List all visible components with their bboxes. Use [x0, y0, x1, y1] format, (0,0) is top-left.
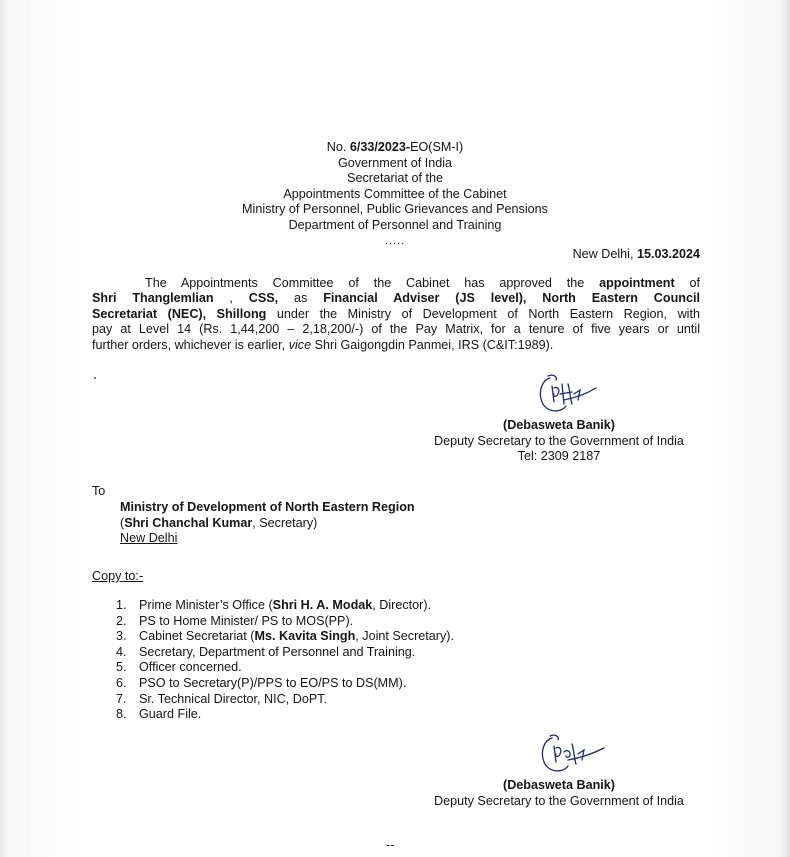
signatory-designation: Deputy Secretary to the Government of India: [434, 793, 684, 808]
order-paragraph: [92, 276, 700, 353]
signature-block-2: [418, 778, 700, 809]
signatory-name: (Debasweta Banik): [503, 778, 615, 792]
copy-to-label: Copy to:-: [92, 569, 144, 583]
paragraph-line-3: Secretariat (NEC), Shillong under the Ministry of Development of North Eastern Region, with: [92, 306, 700, 321]
signature-mark-1: [534, 370, 600, 418]
addressee-organisation: Ministry of Development of North Eastern Region: [120, 500, 415, 514]
header-secretariat: Secretariat of the: [347, 171, 443, 186]
scan-edge-right: [778, 0, 790, 857]
addressee-city: New Delhi: [120, 531, 178, 545]
signatory-name: (Debasweta Banik): [503, 418, 615, 432]
paragraph-line-1: The Appointments Committee of the Cabinet has approved the appointment of: [145, 276, 700, 290]
signature-block-1: [418, 418, 700, 465]
copy-item: 4. Secretary, Department of Personnel and Training.: [116, 644, 416, 659]
page-end-mark: --: [386, 838, 395, 852]
signatory-designation: Deputy Secretary to the Government of India: [434, 433, 684, 448]
copy-item: 8. Guard File.: [116, 707, 202, 722]
letter-date: New Delhi, 15.03.2024: [572, 247, 700, 261]
paragraph-line-2: Shri Thanglemlian , CSS, as Financial Adviser (JS level), North Eastern Council: [92, 291, 700, 306]
copy-item: 3. Cabinet Secretariat (Ms. Kavita Singh, Joint Secretary).: [116, 629, 454, 644]
scan-speck: [94, 377, 96, 379]
addressee-block: [120, 500, 415, 547]
header-department: Department of Personnel and Training: [288, 217, 502, 232]
header-separator: .....: [384, 234, 406, 247]
to-label: To: [92, 484, 106, 498]
copy-item: 7. Sr. Technical Director, NIC, DoPT.: [116, 691, 328, 706]
copy-item: 6. PSO to Secretary(P)/PPS to EO/PS to DS(MM).: [116, 675, 407, 690]
copy-to-list: [116, 598, 454, 723]
header-government: Government of India: [337, 155, 453, 170]
signatory-telephone: Tel: 2309 2187: [517, 449, 601, 463]
paragraph-line-5: further orders, whichever is earlier, vice Shri Gaigongdin Panmei, IRS (C&IT:1989).: [92, 337, 554, 352]
addressee-person: (Shri Chanchal Kumar, Secretary): [120, 515, 318, 530]
header-committee: Appointments Committee of the Cabinet: [283, 186, 507, 201]
signature-mark-2: [536, 730, 608, 778]
copy-item: 1. Prime Minister’s Office (Shri H. A. Modak, Director).: [116, 598, 432, 612]
scan-edge-left: [0, 0, 10, 857]
reference-number: No. 6/33/2023-EO(SM-I): [326, 140, 464, 154]
letter-header: [0, 140, 790, 249]
copy-item: 2. PS to Home Minister/ PS to MOS(PP).: [116, 613, 354, 628]
paragraph-line-4: pay at Level 14 (Rs. 1,44,200 – 2,18,200/-) of the Pay Matrix, for a tenure of five years or until: [92, 322, 700, 337]
copy-item: 5. Officer concerned.: [116, 660, 242, 675]
header-ministry: Ministry of Personnel, Public Grievances and Pensions: [242, 202, 548, 217]
